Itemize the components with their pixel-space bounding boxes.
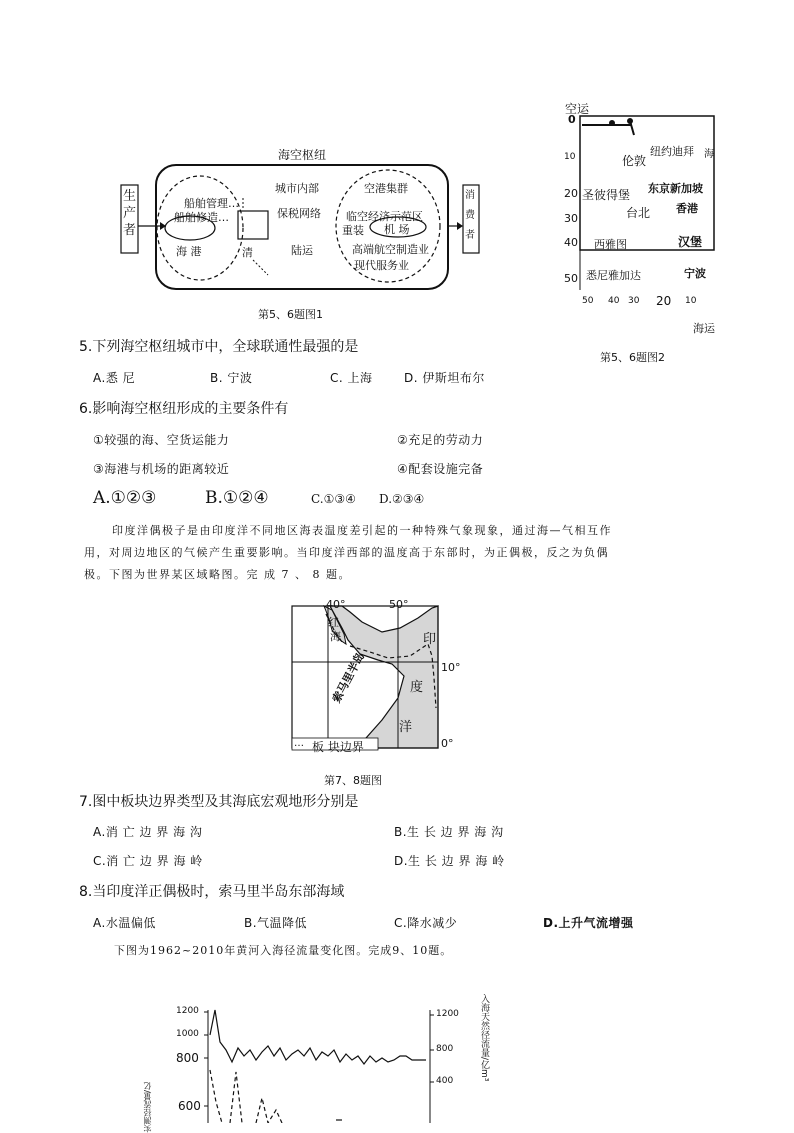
- city-taipei: 台北: [626, 206, 651, 220]
- q8-stem: 8.当印度洋正偶极时，索马里半岛东部海域: [79, 884, 345, 900]
- figure-hub-diagram: [118, 140, 488, 321]
- measured-runoff-series-b: [230, 1072, 242, 1123]
- airport-cluster-label: 空港集群: [364, 182, 408, 195]
- q7-option-a: A.消 亡 边 界 海 沟: [93, 825, 203, 839]
- x-tick-30: 30: [628, 296, 640, 306]
- red-sea-label-1: 红: [328, 616, 339, 629]
- bonded-label: 保税网络: [277, 207, 321, 220]
- fig3-caption: 第7、8题图: [324, 774, 382, 787]
- left-tick-label-800: 800: [176, 1051, 199, 1065]
- peninsula-label: 索马里半岛: [329, 650, 368, 706]
- fig2-caption: 第5、6题图2: [600, 351, 665, 364]
- q6-item-3: ③海港与机场的距离较近: [93, 462, 230, 476]
- q7-stem: 7.图中板块边界类型及其海底宏观地形分别是: [79, 794, 359, 810]
- y-tick-20: 20: [564, 187, 578, 200]
- city-seattle: 西雅图: [594, 238, 627, 251]
- q6-option-a: A.①②③: [93, 488, 157, 508]
- y-axis-label: 空运: [565, 102, 590, 116]
- aero-label: 高端航空制造业: [352, 243, 429, 256]
- q6-stem: 6.影响海空枢纽形成的主要条件有: [79, 401, 289, 417]
- passage-dipole-line-3: 极。下图为世界某区域略图。完 成 7 、 8 题。: [84, 568, 351, 581]
- left-tick-label-1000: 1000: [176, 1029, 199, 1039]
- left-axis-label: 实测径流量/亿: [143, 1082, 152, 1133]
- service-label: 现代服务业: [354, 259, 409, 272]
- consumer-label: 消费者: [465, 190, 475, 241]
- city-hamburg: 汉堡: [678, 235, 703, 249]
- city-sydney-jakarta: 悉尼雅加达: [586, 269, 641, 282]
- y-tick-40: 40: [564, 236, 578, 249]
- passage-yellow-river: 下图为1962~2010年黄河入海径流量变化图。完成9、10题。: [114, 944, 453, 957]
- q5-option-a: A.悉 尼: [93, 371, 136, 385]
- seaport-label: 海 港: [176, 245, 202, 258]
- city-st-petersburg: 圣彼得堡: [582, 188, 631, 202]
- city-ningbo: 宁波: [684, 267, 706, 280]
- assembly-label: 重装: [342, 224, 364, 237]
- right-tick-label-400: 400: [436, 1076, 454, 1086]
- q6-item-4: ④配套设施完备: [397, 462, 484, 476]
- producer-label: 生产者: [123, 189, 137, 238]
- q6-option-d: D.②③④: [379, 492, 425, 506]
- somalia-map-svg: [290, 598, 470, 758]
- natural-runoff-series: [210, 1010, 426, 1064]
- q5-option-b: B. 宁波: [210, 371, 253, 385]
- lon-50-label: 50°: [389, 598, 409, 611]
- qing-label: 清: [242, 246, 253, 259]
- x-tick-20: 20: [656, 294, 672, 308]
- hub-title: 海空枢纽: [278, 148, 327, 162]
- q7-option-c: C.消 亡 边 界 海 岭: [93, 854, 203, 868]
- zone-label: 临空经济示范区: [346, 210, 423, 223]
- lat-0-label: 0°: [441, 737, 454, 750]
- q7-option-d: D.生 长 边 界 海 岭: [394, 854, 505, 868]
- left-tick-label-600: 600: [178, 1099, 201, 1113]
- right-tick-label-800: 800: [436, 1044, 454, 1054]
- figure-somalia-map: [290, 598, 470, 788]
- q6-option-b: B.①②④: [205, 488, 269, 508]
- lat-10-label: 10°: [441, 661, 461, 674]
- x-tick-10: 10: [685, 296, 697, 306]
- ocean-label-3: 洋: [399, 720, 413, 735]
- q8-option-b: B.气温降低: [244, 916, 308, 930]
- y-tick-10: 10: [564, 152, 576, 162]
- y-tick-30: 30: [564, 212, 578, 225]
- landtrans-label: 陆运: [291, 244, 313, 257]
- right-axis-label: 入海天然径流量/亿m³: [479, 994, 489, 1082]
- arrow-out-head: [457, 222, 463, 230]
- right-tick-label-1200: 1200: [436, 1009, 459, 1019]
- y-tick-0: 0: [568, 113, 576, 126]
- lon-40-label: 40°: [326, 598, 346, 611]
- q5-option-d: D. 伊斯坦布尔: [404, 371, 485, 385]
- measured-runoff-series-c: [256, 1098, 282, 1123]
- city-ny-dubai: 纽约迪拜: [650, 145, 694, 158]
- x-axis-label: 海运: [693, 322, 715, 335]
- city-london: 伦敦: [622, 154, 647, 168]
- q5-option-c: C. 上海: [330, 371, 373, 385]
- q7-option-b: B.生 长 边 界 海 沟: [394, 825, 504, 839]
- x-tick-50: 50: [582, 296, 594, 306]
- left-tick-label-1200: 1200: [176, 1006, 199, 1016]
- city-inner-label: 城市内部: [275, 182, 319, 195]
- point-dot-a: [609, 120, 615, 126]
- airport-label: 机 场: [384, 223, 410, 236]
- q6-option-c: C.①③④: [311, 492, 356, 506]
- legend-label: 板 块边界: [312, 740, 364, 754]
- ship-mgmt-label: 船舶管理…: [184, 197, 239, 210]
- city-hongkong: 香港: [676, 202, 698, 215]
- figure-ranking: [560, 100, 730, 370]
- q8-option-a: A.水温偏低: [93, 916, 156, 930]
- passage-dipole-line-1: 印度洋偶极子是由印度洋不同地区海表温度差引起的一种特殊气象现象，通过海—气相互作: [112, 524, 612, 537]
- city-tokyo-singapore: 东京新加坡: [648, 182, 703, 195]
- y-tick-50: 50: [564, 272, 578, 285]
- hub-diagram-svg: [118, 140, 488, 310]
- fig1-caption: 第5、6题图1: [258, 308, 323, 321]
- dot-line-b: [253, 260, 268, 275]
- city-hai: 海: [704, 149, 714, 160]
- seaport-dashed-ellipse: [157, 176, 243, 280]
- figure-runoff-chart: [140, 990, 500, 1133]
- ocean-label-1: 印: [423, 632, 437, 647]
- q6-item-2: ②充足的劳动力: [397, 433, 484, 447]
- ship-repair-label: 船舶修造…: [174, 211, 229, 224]
- q8-option-d: D.上升气流增强: [543, 916, 634, 930]
- ocean-label-2: 度: [410, 680, 424, 695]
- measured-runoff-series-a: [210, 1070, 222, 1123]
- q6-item-1: ①较强的海、空货运能力: [93, 433, 230, 447]
- x-tick-40: 40: [608, 296, 620, 306]
- legend-dots: …: [294, 738, 304, 749]
- red-sea-label-2: 海: [330, 630, 341, 643]
- q8-option-c: C.降水减少: [394, 916, 458, 930]
- q5-stem: 5.下列海空枢纽城市中，全球联通性最强的是: [79, 339, 359, 355]
- passage-dipole-line-2: 用，对周边地区的气候产生重要影响。当印度洋西部的温度高于东部时，为正偶极，反之为负偶: [84, 546, 609, 559]
